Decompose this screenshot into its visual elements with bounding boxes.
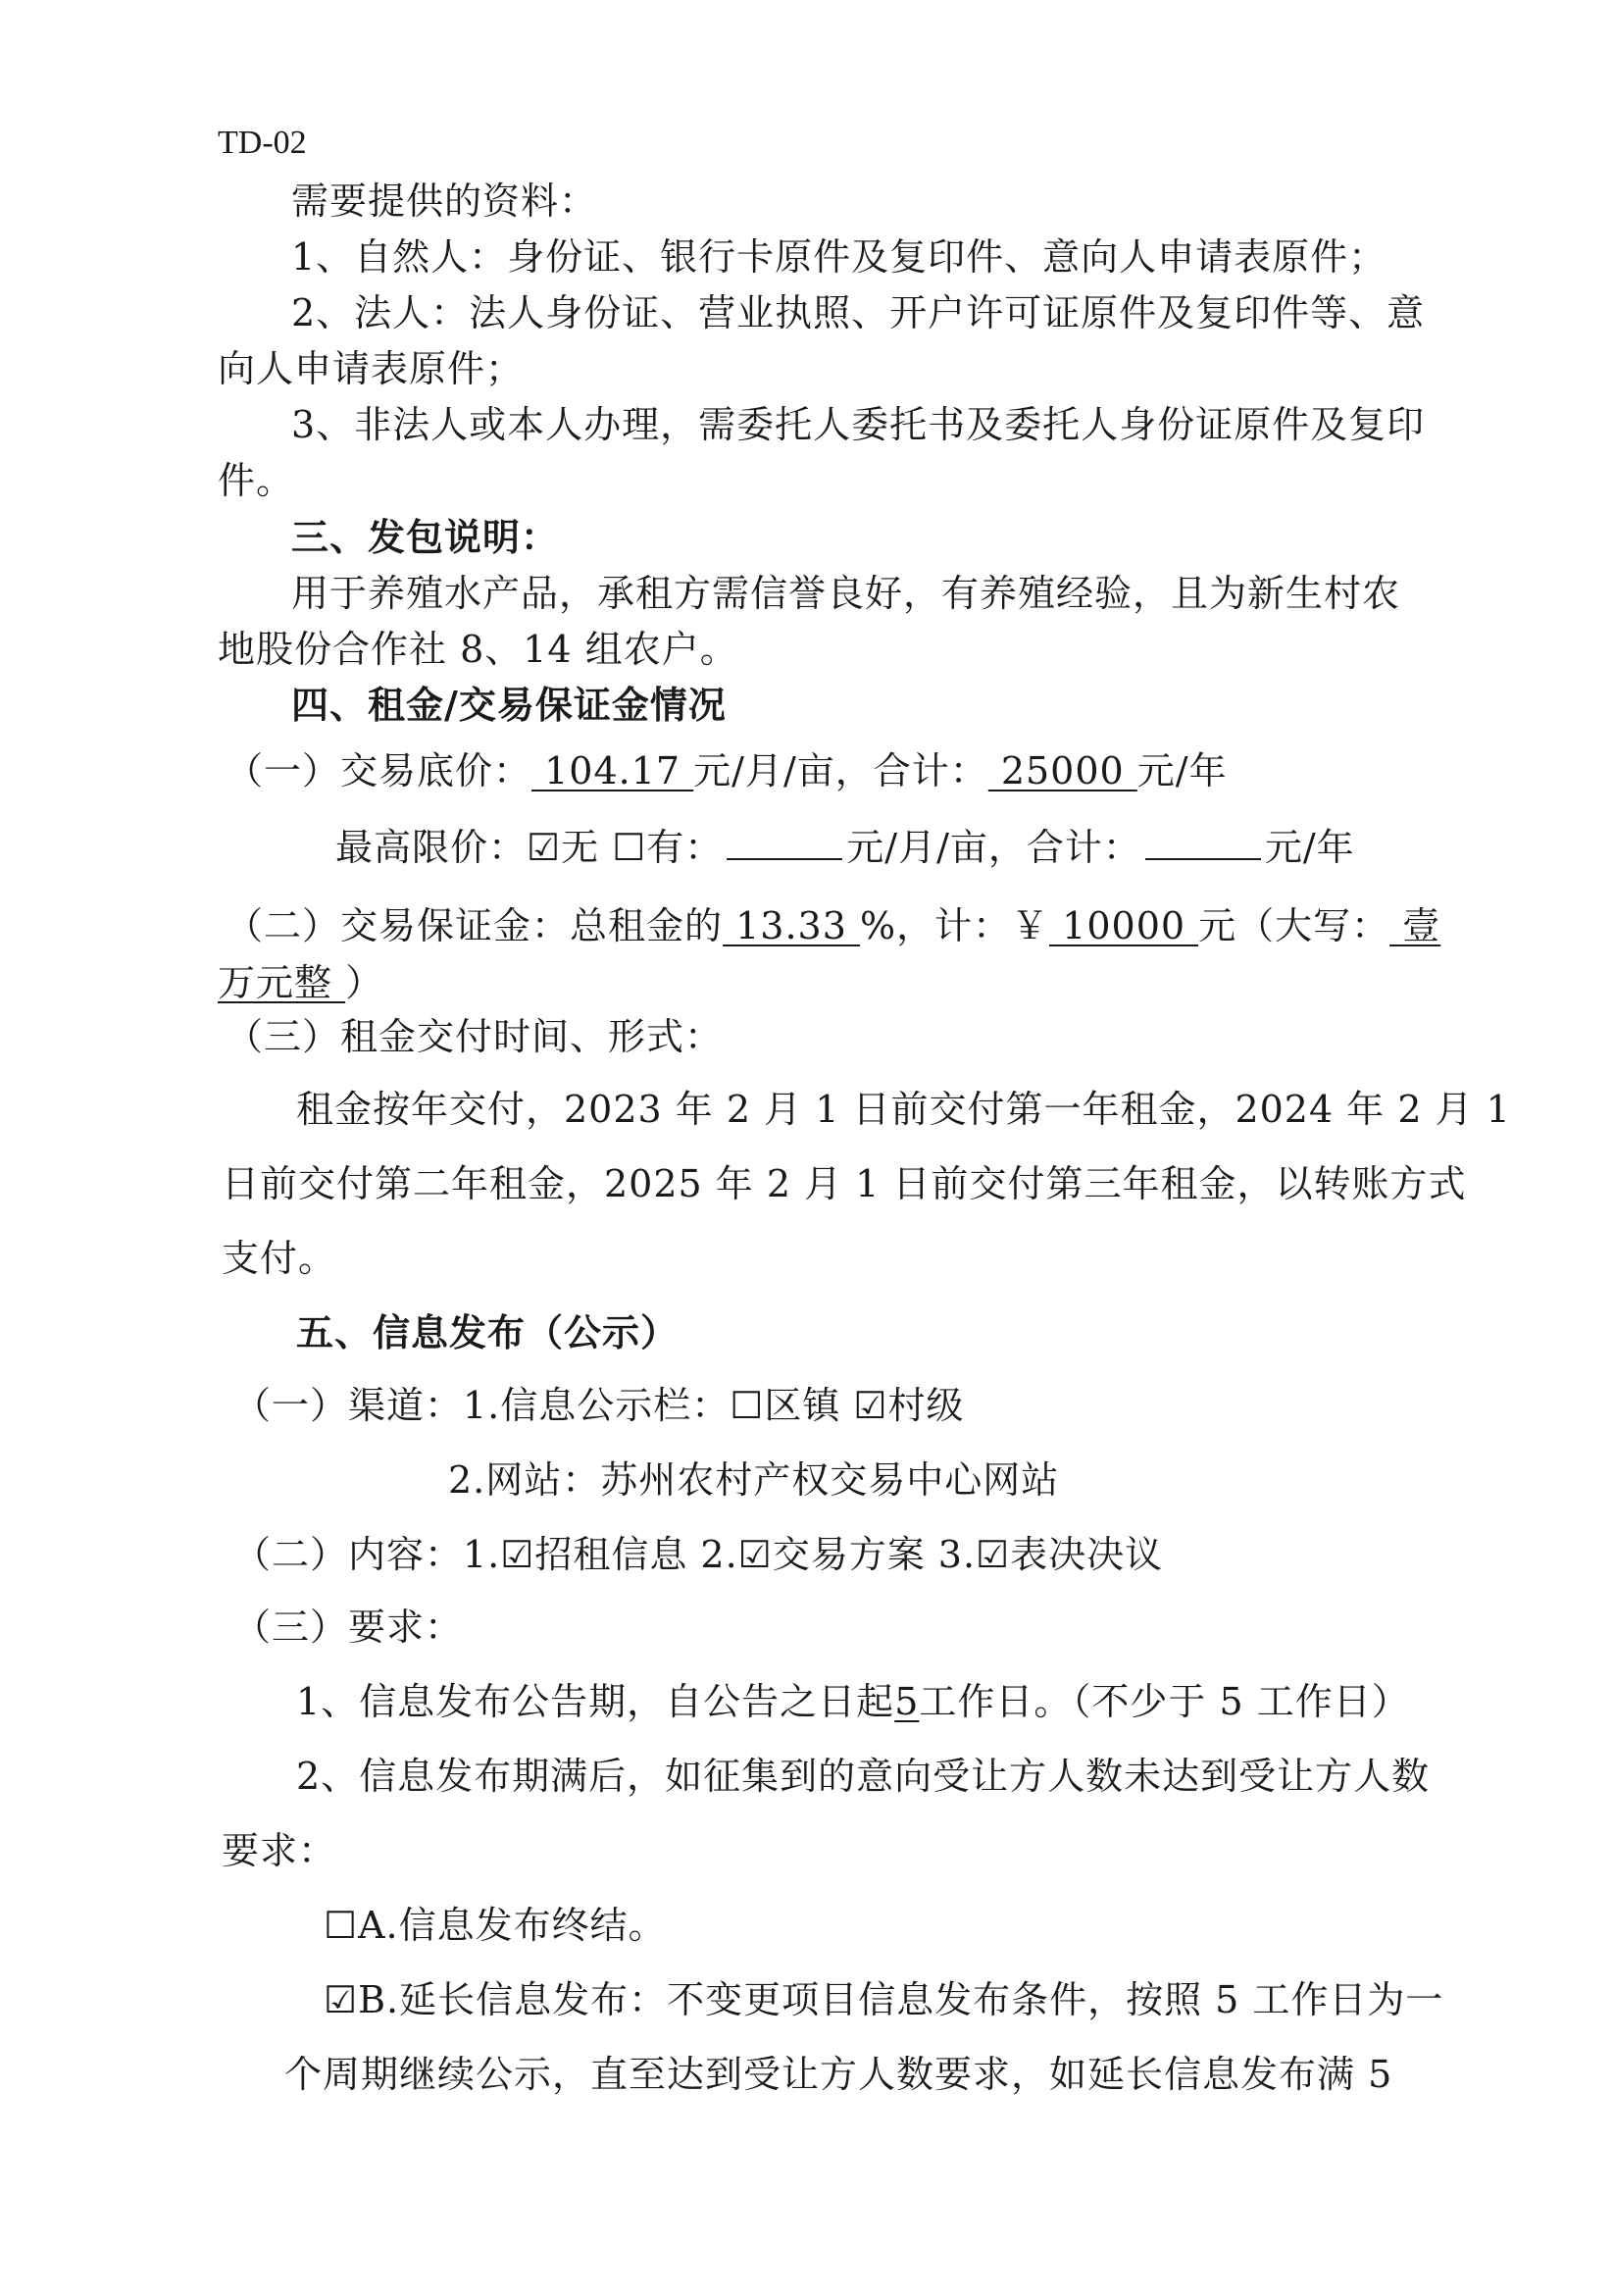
requirement-1-prefix: 1、信息发布公告期，自公告之日起: [296, 1680, 895, 1723]
materials-item-2-line-2: 向人申请表原件；: [218, 347, 525, 390]
base-price-unit-text: 元/月/亩，合计：: [693, 749, 988, 792]
option-b-line-1: ☑B.延长信息发布：不变更项目信息发布条件，按照 5 工作日为一: [324, 1978, 1444, 2021]
deposit-close: ）: [345, 961, 384, 1004]
materials-item-3-line-1: 3、非法人或本人办理，需委托人委托书及委托人身份证原件及复印: [291, 403, 1426, 446]
section-4-title: 四、租金/交易保证金情况: [291, 683, 727, 727]
base-price-total-unit: 元/年: [1136, 749, 1228, 792]
base-price-total-value: 25000: [987, 749, 1137, 792]
requirement-1: [296, 1680, 1410, 1723]
max-price-row: [335, 826, 1355, 869]
section-3-text-line-1: 用于养殖水产品，承租方需信誉良好，有养殖经验，且为新生村农: [291, 572, 1401, 615]
channel-line-2: 2.网站：苏州农村产权交易中心网站: [448, 1458, 1060, 1502]
requirement-1-days: 5: [894, 1680, 920, 1723]
payment-label: （三）租金交付时间、形式：: [226, 1015, 724, 1058]
deposit-percent: 13.33: [723, 904, 860, 947]
deposit-amount-suffix: 元（大写：: [1198, 904, 1390, 947]
max-price-unit-blank: [727, 829, 842, 860]
doc-code: TD-02: [218, 125, 307, 161]
base-price-label: （一）交易底价：: [226, 749, 532, 792]
deposit-row: [226, 904, 1440, 947]
deposit-amount-upper-part-1: 壹: [1389, 904, 1441, 947]
max-price-option-have: ☐有：: [612, 826, 724, 869]
deposit-amount-upper-part-2: 万元整: [218, 961, 346, 1004]
max-price-total-unit: 元/年: [1264, 826, 1355, 869]
materials-title: 需要提供的资料：: [291, 179, 598, 223]
materials-item-2-line-1: 2、法人：法人身份证、营业执照、开户许可证原件及复印件等、意: [291, 291, 1426, 334]
materials-item-1: 1、自然人：身份证、银行卡原件及复印件、意向人申请表原件；: [291, 235, 1387, 279]
section-3-title: 三、发包说明：: [291, 515, 560, 559]
max-price-label: 最高限价：: [335, 826, 528, 869]
materials-item-3-line-2: 件。: [218, 459, 295, 502]
requirements-title: （三）要求：: [233, 1606, 464, 1649]
payment-text-line-3: 支付。: [222, 1237, 337, 1280]
section-3-text-line-2: 地股份合作社 8、14 组农户。: [218, 628, 738, 671]
deposit-percent-suffix: %，计：￥: [859, 904, 1050, 947]
base-price-row: [226, 749, 1228, 792]
content-line: （二）内容：1.☑招租信息 2.☑交易方案 3.☑表决决议: [233, 1533, 1164, 1576]
requirement-2-line-2: 要求：: [222, 1829, 337, 1872]
option-a: ☐A.信息发布终结。: [324, 1904, 667, 1947]
payment-text-line-2: 日前交付第二年租金，2025 年 2 月 1 日前交付第三年租金，以转账方式: [222, 1162, 1467, 1205]
requirement-2-line-1: 2、信息发布期满后，如征集到的意向受让方人数未达到受让方人数: [296, 1755, 1431, 1798]
max-price-option-none: ☑无: [527, 826, 600, 869]
section-5-title: 五、信息发布（公示）: [296, 1310, 680, 1354]
option-b-line-2: 个周期继续公示，直至达到受让方人数要求，如延长信息发布满 5: [284, 2053, 1393, 2096]
deposit-amount: 10000: [1049, 904, 1199, 947]
channel-line-1: （一）渠道：1.信息公示栏：☐区镇 ☑村级: [233, 1384, 965, 1427]
requirement-1-suffix: 工作日。（不少于 5 工作日）: [919, 1680, 1410, 1723]
max-price-unit-text: 元/月/亩，合计：: [846, 826, 1141, 869]
deposit-row-continued: [218, 961, 383, 1004]
max-price-total-blank: [1145, 829, 1261, 860]
base-price-unit-value: 104.17: [531, 749, 694, 792]
payment-text-line-1: 租金按年交付，2023 年 2 月 1 日前交付第一年租金，2024 年 2 月 1: [296, 1088, 1511, 1131]
deposit-label: （二）交易保证金：总租金的: [226, 904, 724, 947]
